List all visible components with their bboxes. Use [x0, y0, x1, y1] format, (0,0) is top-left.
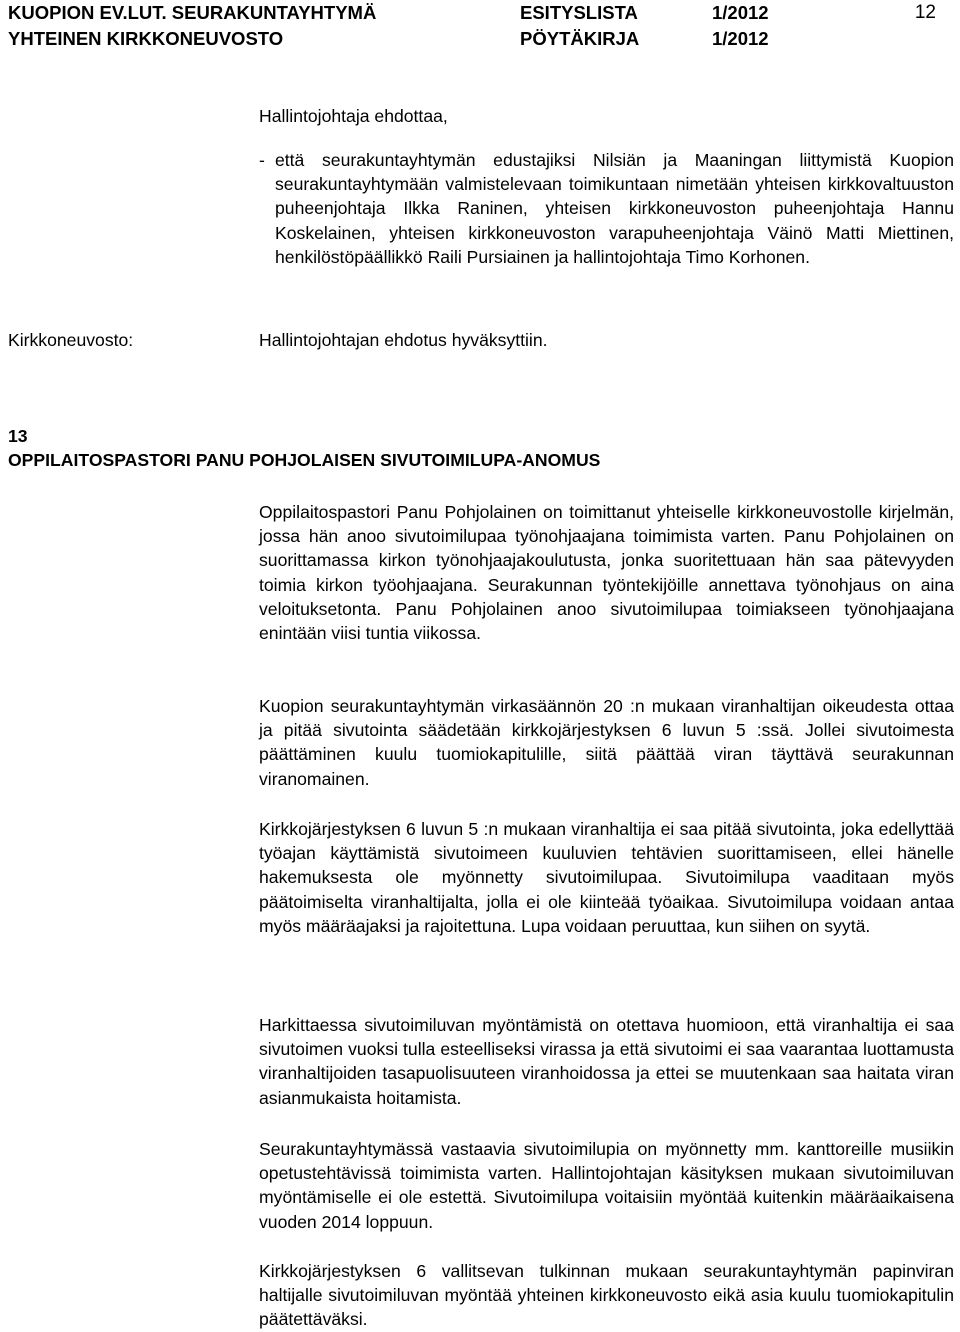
doc-type-minutes: PÖYTÄKIRJA: [520, 28, 640, 49]
proposal-heading: Hallintojohtaja ehdottaa,: [259, 106, 448, 126]
proposal-bullet-text: että seurakuntayhtymän edustajiksi Nilsiän ja Maaningan liittymistä Kuopion seurakuntayhtymään valmistelevaan toimikuntaan nimetään yhteisen kirkkovaltuuston puheenjohtaja Ilkka Raninen, yhteisen kirkkoneuvoston puheenjohtaja Hannu Koskelainen, yhteisen kirkkoneuvoston varapuheenjohtaja Väinö Matti Miettinen, henkilöstöpäällikkö Raili Pursiainen ja hallintojohtaja Timo Korhonen.: [275, 150, 954, 267]
section-number: 13: [8, 426, 28, 446]
section-paragraph: Kirkkojärjestyksen 6 luvun 5 :n mukaan viranhaltija ei saa pitää sivutointa, joka edellyttää työajan käyttämistä sivutoimeen kuuluvien tehtävien suorittamiseen, ellei hänelle hakemuksesta ole myönnetty sivutoimilupaa. Sivutoimilupa vaaditaan myös päätoimiselta viranhaltijalta, jolla ei ole kiinteää työaikaa. Sivutoimilupa voidaan antaa myös määräajaksi ja rajoitettuna. Lupa voidaan peruuttaa, kun siihen on syytä.: [259, 819, 954, 936]
section-paragraph: Kirkkojärjestyksen 6 vallitsevan tulkinnan mukaan seurakuntayhtymän papinviran haltijalle sivutoimiluvan myöntää yhteinen kirkkoneuvosto eikä asia kuulu tuomiokapitulin päätettäväksi.: [259, 1261, 954, 1330]
section-paragraph: Harkittaessa sivutoimiluvan myöntämistä on otettava huomioon, että viranhaltija ei saa sivutoimen vuoksi tulla esteelliseksi virassa ja että sivutoimi ei saa vaarantaa luottamusta viranhaltijoiden tasapuolisuuteen viranhoidossa ja ettei se muutenkaan saa haitata viran asianmukaista hoitamista.: [259, 1015, 954, 1108]
decision-label: Kirkkoneuvosto:: [8, 330, 134, 350]
section-paragraph: Oppilaitospastori Panu Pohjolainen on toimittanut yhteiselle kirkkoneuvostolle kirjelmän, jossa hän anoo sivutoimilupaa työnohjaajana toimimista varten. Panu Pohjolainen on suorittamassa kirkon työnohjaajakoulutusta, jonka suoritettuaan hän saa pätevyyden toimia kirkon työohjaajana. Seurakunnan työntekijöille annettava työnohjaus on aina veloituksetonta. Panu Pohjolainen anoo sivutoimilupaa toimiakseen työnohjaajana enintään viisi tuntia viikossa.: [259, 502, 954, 644]
bullet-dash: -: [259, 150, 265, 170]
page-header: [8, 0, 948, 52]
doc-number-agenda: 1/2012: [712, 2, 769, 23]
page-number: 12: [914, 2, 936, 23]
doc-type-agenda: ESITYSLISTA: [520, 2, 638, 23]
org-name: KUOPION EV.LUT. SEURAKUNTAYHTYMÄ: [8, 2, 377, 23]
body-name: YHTEINEN KIRKKONEUVOSTO: [8, 28, 284, 49]
doc-number-minutes: 1/2012: [712, 28, 769, 49]
section-title: OPPILAITOSPASTORI PANU POHJOLAISEN SIVUTOIMILUPA-ANOMUS: [8, 450, 601, 470]
section-paragraph: Seurakuntayhtymässä vastaavia sivutoimilupia on myönnetty mm. kanttoreille musiikin opetustehtävissä toimimista varten. Hallintojohtajan käsityksen mukaan sivutoimiluvan myöntämiselle ei ole estettä. Sivutoimilupa voitaisiin myöntää kuitenkin määräaikaisena vuoden 2014 loppuun.: [259, 1139, 954, 1232]
decision-text: Hallintojohtajan ehdotus hyväksyttiin.: [259, 330, 548, 350]
section-paragraph: Kuopion seurakuntayhtymän virkasäännön 20 :n mukaan viranhaltijan oikeudesta ottaa ja pitää sivutointa säädetään kirkkojärjestyksen 6 luvun 5 :ssä. Jollei sivutoimesta päättäminen kuulu tuomiokapitulille, siitä päättää viran täyttävä seurakunnan viranomainen.: [259, 696, 954, 789]
